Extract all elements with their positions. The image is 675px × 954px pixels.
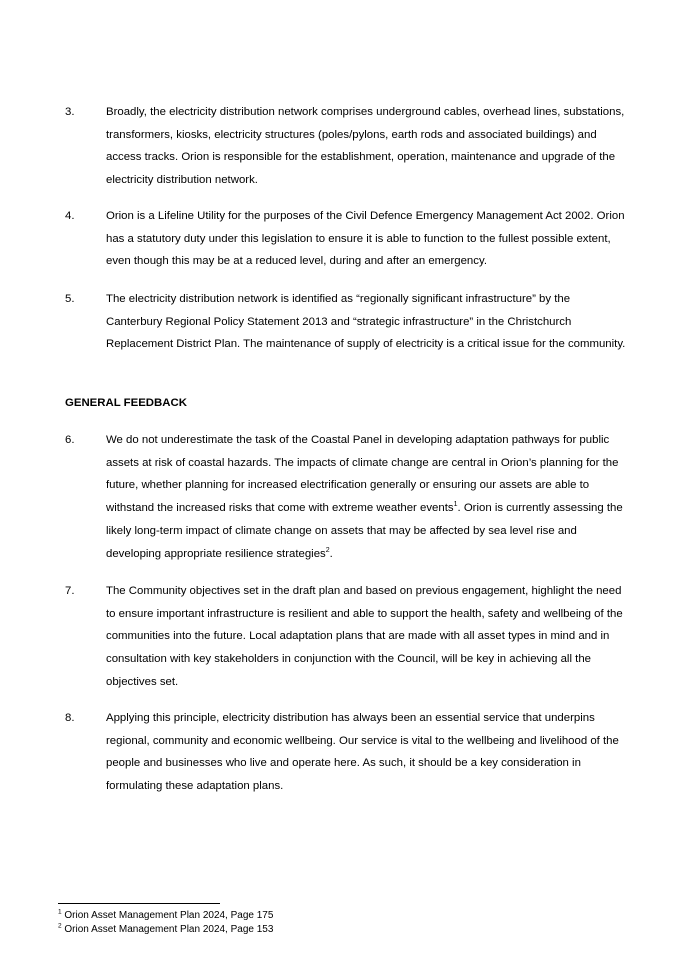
paragraph-number: 5. (65, 293, 75, 305)
paragraph-number: 7. (65, 585, 75, 597)
paragraph-text: The electricity distribution network is identified as “regionally significant infrastructure” by the Canterbury Regional Policy Statement 2013 and “strategic infrastructure” in the Christchurch Replacement District Plan. The maintenance of supply of electricity is a critical issue for the community. (106, 293, 626, 351)
paragraph-text (106, 429, 626, 565)
footnote-reference: 2 (325, 546, 330, 554)
footnote-1 (58, 909, 273, 923)
paragraph-text: The Community objectives set in the draft plan and based on previous engagement, highlight the need to ensure important infrastructure is resilient and able to support the health, safety and wellbeing of the communities into the future. Local adaptation plans that are made with all asset types in mind and in consultation with key stakeholders in conjunction with the Council, will be key in achieving all the objectives set. (106, 585, 623, 688)
footnote-marker: 2 (58, 922, 62, 930)
paragraph-text-part: . (329, 547, 333, 560)
paragraph-text: Orion is a Lifeline Utility for the purposes of the Civil Defence Emergency Management Act 2002. Orion has a statutory duty under this legislation to ensure it is able to function to the fullest possible extent, even though this may be at a reduced level, during and after an emergency. (106, 210, 625, 268)
paragraph-number: 3. (65, 106, 75, 118)
paragraph-number: 6. (65, 434, 75, 446)
footnote-divider (58, 903, 220, 904)
section-heading: GENERAL FEEDBACK (65, 397, 187, 409)
footnote-2 (58, 923, 273, 937)
paragraph-number: 4. (65, 210, 75, 222)
footnote-text: Orion Asset Management Plan 2024, Page 175 (64, 910, 274, 921)
paragraph-text-part: We do not underestimate the task of the Coastal Panel in developing adaptation pathways for public assets at risk of coastal hazards. The impacts of climate change are central in Orion’s planning for the future, whether planning for increased electrification generally or ensuring our assets are able to withstand the increased risks that come with extreme weather events (106, 434, 619, 515)
paragraph-text: Applying this principle, electricity distribution has always been an essential service that underpins regional, community and economic wellbeing. Our service is vital to the wellbeing and livelihood of the people and businesses who live and operate here. As such, it should be a key consideration in formulating these adaptation plans. (106, 712, 619, 793)
footnote-reference: 1 (453, 501, 458, 509)
paragraph-text-part: . Orion is currently assessing the likely long-term impact of climate change on assets that may be affected by sea level rise and developing appropriate resilience strategies (106, 502, 623, 560)
paragraph-number: 8. (65, 712, 75, 724)
footnote-marker: 1 (58, 908, 62, 916)
footnote-text: Orion Asset Management Plan 2024, Page 153 (64, 924, 274, 935)
paragraph-text: Broadly, the electricity distribution network comprises underground cables, overhead lines, substations, transformers, kiosks, electricity structures (poles/pylons, earth rods and associated buildings) and access tracks. Orion is responsible for the establishment, operation, maintenance and upgrade of the electricity distribution network. (106, 106, 625, 187)
